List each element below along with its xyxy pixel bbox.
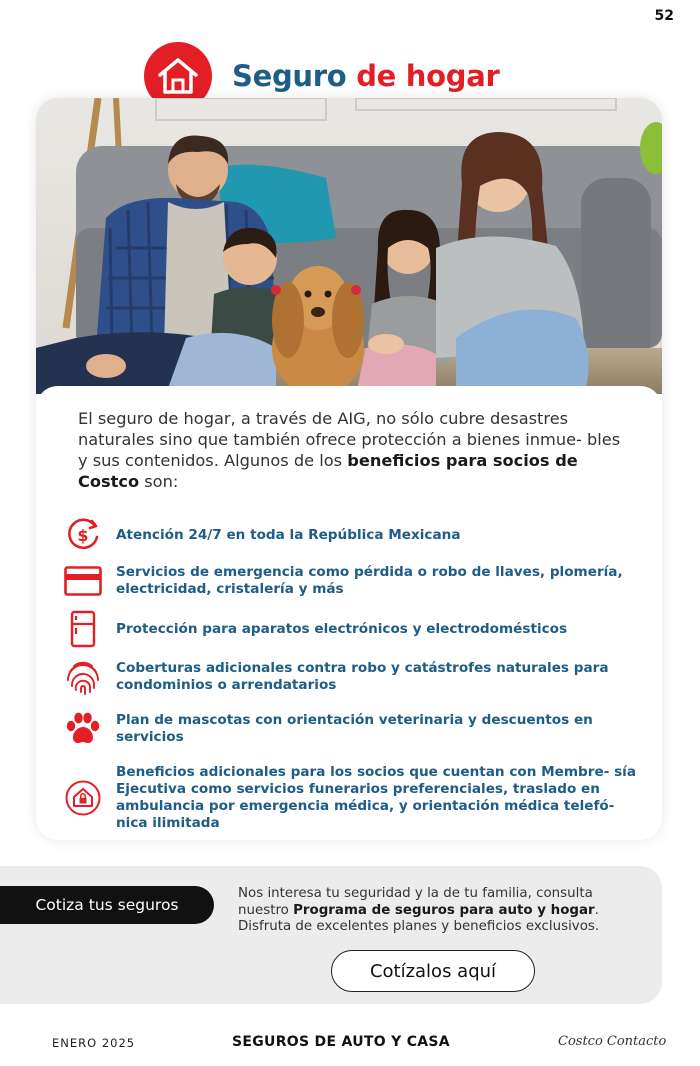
house-lock-icon: [62, 777, 104, 819]
title-part2: de hogar: [356, 59, 500, 93]
clock-money-icon: [62, 514, 104, 556]
benefit-text: Atención 24/7 en toda la República Mexicana: [116, 526, 461, 543]
page-title: [232, 59, 500, 93]
footer-section: SEGUROS DE AUTO Y CASA: [232, 1034, 450, 1050]
content-card: [36, 98, 662, 840]
footer-brand: Costco Contacto: [558, 1034, 667, 1049]
intro-text-end: son:: [139, 472, 179, 491]
fingerprint-icon: [62, 656, 104, 698]
cta-text: Nos interesa tu seguridad y la de tu familia, consulta nuestro: [238, 886, 593, 918]
content-panel: [36, 386, 662, 840]
cta-text-end: . Disfruta de excelentes planes y beneficios exclusivos.: [238, 902, 600, 934]
benefit-text: Plan de mascotas con orientación veterinaria y descuentos en servicios: [116, 712, 593, 745]
intro-text: El seguro de hogar, a través de AIG, no sólo cubre desastres naturales sino que también ofrece protección a bienes inmue- bles y sus contenidos. Algunos de los: [78, 409, 621, 470]
cotizalos-aqui-button[interactable]: Cotízalos aquí: [331, 950, 535, 992]
family-photo: [36, 98, 662, 394]
title-part1: Seguro: [232, 59, 347, 93]
benefit-item: [62, 652, 642, 702]
cta-bold: Programa de seguros para auto y hogar: [293, 902, 595, 918]
benefit-text: Servicios de emergencia como pérdida o robo de llaves, plomería, electricidad, cristalería y más: [116, 564, 623, 597]
intro-paragraph: [78, 408, 630, 492]
benefit-text: Beneficios adicionales para los socios que cuentan con Membre- sía Ejecutiva como servicios funerarios preferenciales, traslado en ambulancia por emergencia médica, y orientación médica telefó- nica ilimitada: [116, 764, 637, 831]
benefit-item: [62, 556, 642, 606]
credit-card-icon: [62, 560, 104, 602]
benefit-item: [62, 608, 642, 650]
benefit-item: [62, 514, 642, 556]
refrigerator-icon: [62, 608, 104, 650]
paw-icon: [62, 708, 104, 750]
benefit-item: [62, 756, 642, 840]
svg-text:$: $: [77, 526, 89, 545]
benefit-text: Coberturas adicionales contra robo y catástrofes naturales para condominios o arrendatarios: [116, 660, 609, 693]
benefit-text: Protección para aparatos electrónicos y electrodomésticos: [116, 620, 568, 637]
benefit-item: [62, 704, 642, 754]
cotiza-seguros-label: Cotiza tus seguros: [0, 886, 214, 924]
page-number: 52: [654, 8, 674, 24]
intro-bold: beneficios para socios de Costco: [78, 451, 578, 491]
footer-date: ENERO 2025: [52, 1036, 136, 1050]
cta-description: [238, 886, 638, 936]
